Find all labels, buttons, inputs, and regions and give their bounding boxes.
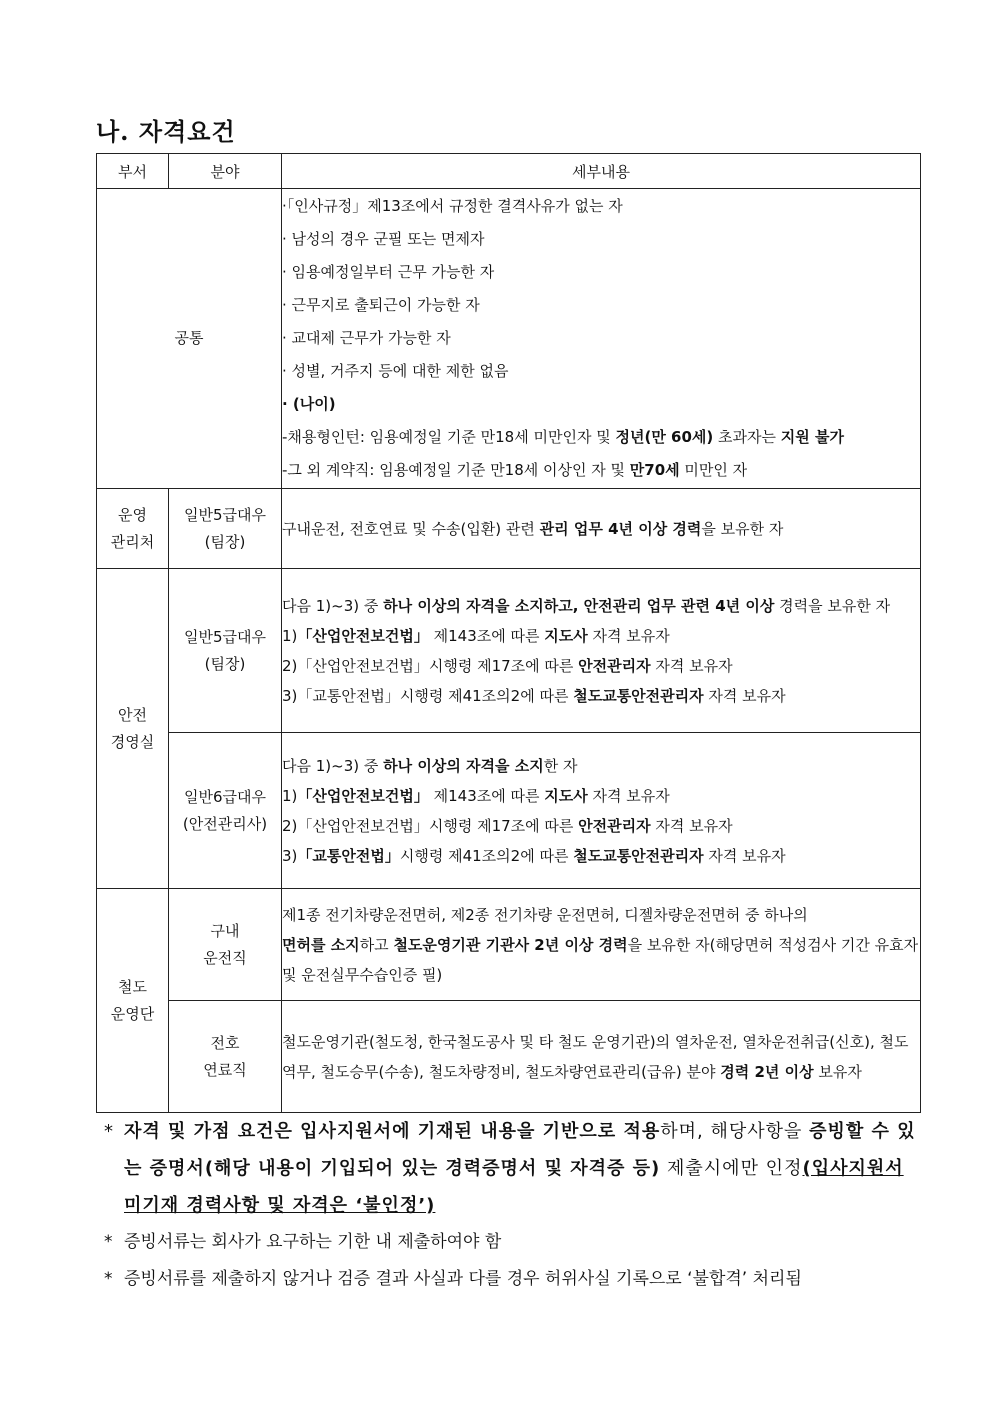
common-line-age: · (나이): [282, 395, 336, 413]
ops-prefix: 구내운전, 전호연료 및 수송(입환) 관련: [282, 519, 540, 538]
rail-2-suffix: 보유자: [813, 1062, 862, 1081]
safety-2-intro: [282, 751, 920, 781]
item-mid: 시행령 제17조에 따른: [428, 656, 579, 675]
age-intern-bold-2: 지원 불가: [780, 428, 844, 446]
common-detail: [282, 189, 921, 489]
header-detail: 세부내용: [282, 154, 921, 189]
safety-2-item-3: [282, 841, 920, 871]
safety-1-intro-prefix: 다음 1)~3) 중: [282, 596, 384, 615]
item-post: 자격 보유자: [587, 626, 670, 645]
age-intern-mid: 초과자는: [713, 428, 781, 446]
header-dept: 부서: [97, 154, 169, 189]
ops-suffix: 을 보유한 자: [701, 519, 784, 538]
item-law: 「교통안전법」: [297, 686, 400, 705]
note-1-bold-1: 자격 및 가점 요건은 입사지원서에 기재된 내용을 기반으로 적용: [124, 1121, 661, 1142]
item-law: 「산업안전보건법」: [297, 786, 429, 805]
safety-1-item-2: [282, 651, 920, 681]
note-3-text: 증빙서류를 제출하지 않거나 검증 결과 사실과 다를 경우 허위사실 기록으로 ‘불합격’ 처리됨: [124, 1269, 802, 1289]
rail-1-rest: 을 보유한 자(해당면허 적성검사 기간 유효자 및 운전실무수습인증 필): [282, 935, 919, 984]
note-star: *: [104, 1121, 114, 1142]
table-row-safety-1: [97, 569, 921, 733]
rail-1-bold-1: 면허를 소지: [282, 935, 360, 954]
table-row-common: [97, 189, 921, 489]
section-title: 나. 자격요건: [96, 117, 236, 146]
item-law: 「산업안전보건법」: [297, 626, 429, 645]
item-qual: 철도교통안전관리자: [573, 846, 704, 865]
item-qual: 지도사: [544, 626, 588, 645]
item-qual: 지도사: [544, 786, 588, 805]
safety-2-intro-suffix: 한 자: [543, 756, 578, 775]
common-line-3: · 임용예정일부터 근무 가능한 자: [282, 263, 495, 281]
rail-2-bold: 경력 2년 이상: [720, 1062, 814, 1081]
age-contract-bold: 만70세: [629, 461, 680, 479]
safety-1-item-3: [282, 681, 920, 711]
rail-1-line-1: 제1종 전기차량운전면허, 제2종 전기차량 운전면허, 디젤차량운전면허 중 하나의: [282, 905, 808, 924]
note-2: [104, 1224, 924, 1261]
rail-1-line-2: [282, 930, 920, 990]
item-num: 2): [282, 656, 298, 675]
note-1-bold-2: 증빙할 수 있는 증명서(해당 내용이 기입되어 있는 경력증명서 및 자격증 등): [124, 1121, 916, 1179]
item-post: 자격 보유자: [703, 686, 786, 705]
safety-1-intro-bold: 하나 이상의 자격을 소지하고, 안전관리 업무 관련 4년 이상: [383, 596, 775, 615]
common-age-intern: [282, 421, 920, 454]
item-qual: 안전관리자: [578, 816, 651, 835]
item-law: 「산업안전보건법」: [297, 816, 429, 835]
item-num: 3): [282, 846, 298, 865]
rail-1-bold-2: 철도운영기관 기관사 2년 이상 경력: [393, 935, 628, 954]
table-header-row: [97, 154, 921, 189]
common-line-4: · 근무지로 출퇴근이 가능한 자: [282, 296, 480, 314]
rail-dept: 철도 운영단: [97, 889, 169, 1113]
item-mid: 제143조에 따른: [428, 786, 545, 805]
note-1-plain-1: 하며, 해당사항을: [660, 1121, 810, 1142]
common-line-1: ·「인사규정」제13조에서 규정한 결격사유가 없는 자: [282, 197, 623, 215]
safety-2-intro-bold: 하나 이상의 자격을 소지: [383, 756, 544, 775]
item-law: 「교통안전법」: [297, 846, 400, 865]
item-num: 1): [282, 626, 298, 645]
note-1: [104, 1113, 924, 1224]
item-post: 자격 보유자: [650, 816, 733, 835]
ops-dept: 운영 관리처: [97, 489, 169, 569]
rail-2-text: 철도운영기관(철도청, 한국철도공사 및 타 철도 운영기관)의 열차운전, 열차운전취급(신호), 철도역무, 철도승무(수송), 철도차량정비, 철도차량연료관리(급유) 분야: [282, 1032, 909, 1081]
safety-detail-1: [282, 569, 921, 733]
table-row-rail-2: [97, 1001, 921, 1113]
table-row-rail-1: [97, 889, 921, 1001]
item-post: 자격 보유자: [703, 846, 786, 865]
common-line-6: · 성별, 거주지 등에 대한 제한 없음: [282, 362, 509, 380]
rail-1-mid: 하고: [359, 935, 394, 954]
common-age-contract: [282, 454, 920, 487]
age-intern-prefix: -채용형인턴: 임용예정일 기준 만18세 미만인자 및: [282, 428, 616, 446]
table-row-safety-2: [97, 733, 921, 889]
safety-2-item-1: [282, 781, 920, 811]
rail-field-1: 구내 운전직: [169, 889, 282, 1001]
item-qual: 안전관리자: [578, 656, 651, 675]
safety-1-intro: [282, 591, 920, 621]
ops-detail: [282, 489, 921, 569]
age-contract-prefix: -그 외 계약직: 임용예정일 기준 만18세 이상인 자 및: [282, 461, 630, 479]
item-post: 자격 보유자: [650, 656, 733, 675]
common-line-5: · 교대제 근무가 가능한 자: [282, 329, 451, 347]
common-dept: 공통: [97, 189, 282, 489]
safety-1-intro-suffix: 경력을 보유한 자: [774, 596, 891, 615]
safety-field-2: 일반6급대우 (안전관리사): [169, 733, 282, 889]
qualification-table: [96, 153, 921, 1113]
note-1-bold-3: (입사지원서 미기재 경력사항 및 자격은 ‘불인정’): [124, 1158, 904, 1216]
item-mid: 시행령 제41조의2에 따른: [399, 686, 574, 705]
note-star: *: [104, 1269, 113, 1289]
note-2-text: 증빙서류는 회사가 요구하는 기한 내 제출하여야 함: [124, 1232, 502, 1252]
item-num: 3): [282, 686, 298, 705]
item-mid: 시행령 제17조에 따른: [428, 816, 579, 835]
item-mid: 시행령 제41조의2에 따른: [399, 846, 574, 865]
note-3: [104, 1261, 924, 1298]
note-1-plain-2: 제출시에만 인정: [660, 1158, 803, 1179]
rail-detail-2: [282, 1001, 921, 1113]
item-law: 「산업안전보건법」: [297, 656, 429, 675]
ops-field: 일반5급대우 (팀장): [169, 489, 282, 569]
ops-bold: 관리 업무 4년 이상 경력: [539, 519, 702, 538]
safety-dept: 안전 경영실: [97, 569, 169, 889]
rail-field-2: 전호 연료직: [169, 1001, 282, 1113]
header-field: 분야: [169, 154, 282, 189]
note-star: *: [104, 1232, 113, 1252]
notes: [104, 1113, 924, 1298]
safety-2-intro-prefix: 다음 1)~3) 중: [282, 756, 384, 775]
safety-field-1: 일반5급대우 (팀장): [169, 569, 282, 733]
rail-detail-1: [282, 889, 921, 1001]
age-contract-suffix: 미만인 자: [679, 461, 748, 479]
item-num: 2): [282, 816, 298, 835]
item-post: 자격 보유자: [587, 786, 670, 805]
item-num: 1): [282, 786, 298, 805]
safety-2-item-2: [282, 811, 920, 841]
table-row-ops: [97, 489, 921, 569]
item-mid: 제143조에 따른: [428, 626, 545, 645]
common-line-2: · 남성의 경우 군필 또는 면제자: [282, 230, 485, 248]
item-qual: 철도교통안전관리자: [573, 686, 704, 705]
age-intern-bold-1: 정년(만 60세): [615, 428, 714, 446]
safety-detail-2: [282, 733, 921, 889]
safety-1-item-1: [282, 621, 920, 651]
